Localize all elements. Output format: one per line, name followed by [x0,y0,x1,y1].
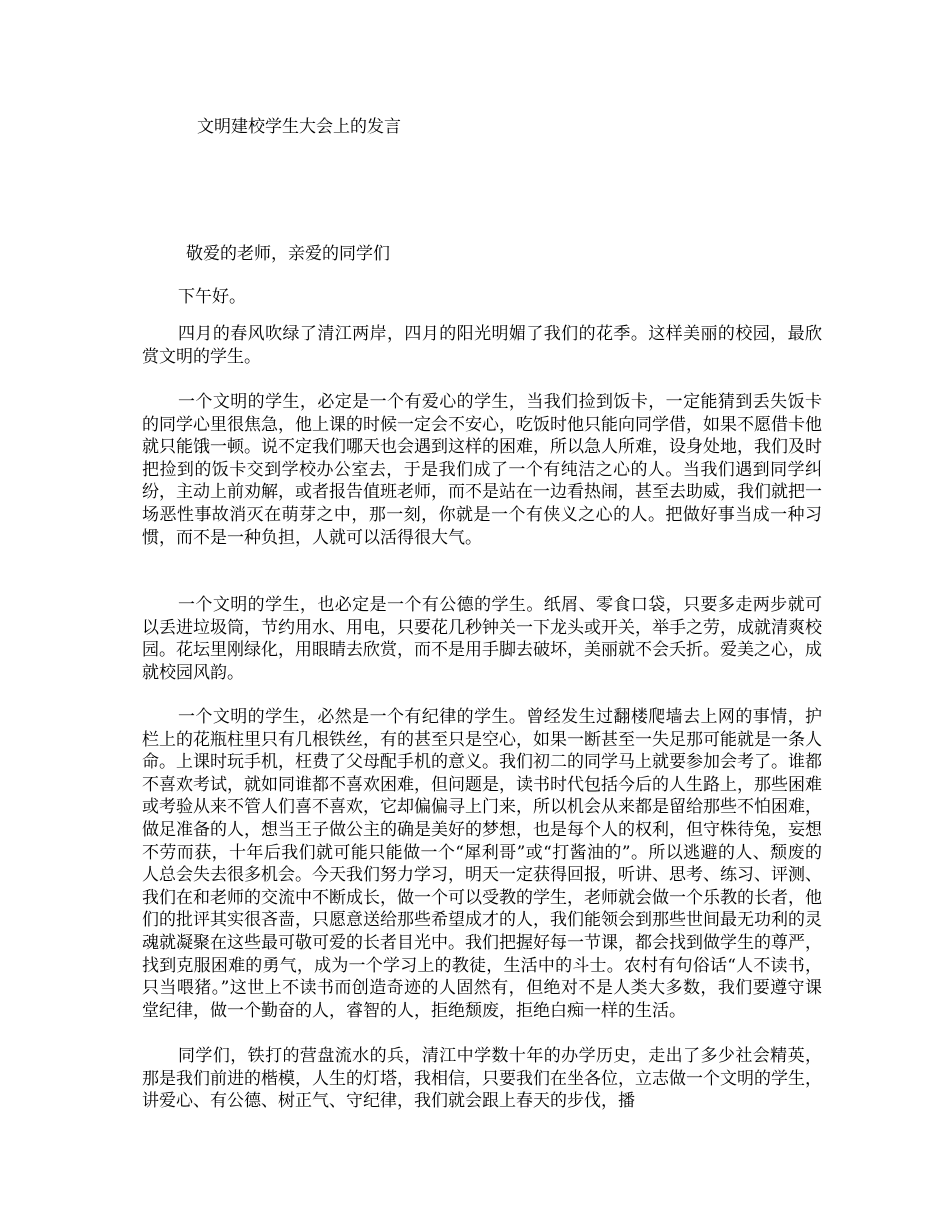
greeting: 下午好。 [178,287,246,307]
document-title: 文明建校学生大会上的发言 [197,117,401,137]
salutation: 敬爱的老师，亲爱的同学们 [186,244,390,264]
paragraph-public-morality: 一个文明的学生，也必定是一个有公德的学生。纸屑、零食口袋，只要多走两步就可以丢进垃圾筒，节约用水、用电，只要花几秒钟关一下龙头或开关，举手之劳，成就清爽校园。花坛里刚绿化，用眼睛去欣赏，而不是用手脚去破坏，美丽就不会夭折。爱美之心，成就校园风韵。 [142,595,822,683]
paragraph-caring-student: 一个文明的学生，必定是一个有爱心的学生，当我们捡到饭卡，一定能猜到丢失饭卡的同学心里很焦急，他上课的时候一定会不安心，吃饭时他只能向同学借，如果不愿借卡他就只能饿一顿。说不定我们哪天也会遇到这样的困难，所以急人所难，设身处地，我们及时把捡到的饭卡交到学校办公室去，于是我们成了一个有纯洁之心的人。当我们遇到同学纠纷，主动上前劝解，或者报告值班老师，而不是站在一边看热闹，甚至去助威，我们就把一场恶性事故消灭在萌芽之中，那一刻，你就是一个有侠义之心的人。把做好事当成一种习惯，而不是一种负担，人就可以活得很大气。 [142,392,822,548]
paragraph-closing: 同学们，铁打的营盘流水的兵，清江中学数十年的办学历史，走出了多少社会精英，那是我们前进的楷模，人生的灯塔，我相信，只要我们在坐各位，立志做一个文明的学生，讲爱心、有公德、树正气、守纪律，我们就会跟上春天的步伐，播 [142,1046,822,1112]
paragraph-spring-campus: 四月的春风吹绿了清江两岸，四月的阳光明媚了我们的花季。这样美丽的校园，最欣赏文明的学生。 [142,324,822,367]
paragraph-discipline: 一个文明的学生，必然是一个有纪律的学生。曾经发生过翻楼爬墙去上网的事情，护栏上的花瓶柱里只有几根铁丝，有的甚至只是空心，如果一断甚至一失足那可能就是一条人命。上课时玩手机，枉费了父母配手机的意义。我们初二的同学马上就要参加会考了。谁都不喜欢考试，就如同谁都不喜欢困难，但问题是，读书时代包括今后的人生路上，那些困难或考验从来不管人们喜不喜欢，它却偏偏寻上门来，所以机会从来都是留给那些不怕困难，做足准备的人，想当王子做公主的确是美好的梦想，也是每个人的权利，但守株待兔，妄想不劳而获，十年后我们就可能只能做一个“犀利哥”或“打酱油的”。所以逃避的人、颓废的人总会失去很多机会。今天我们努力学习，明天一定获得回报，听讲、思考、练习、评测、我们在和老师的交流中不断成长，做一个可以受教的学生，老师就会做一个乐教的长者，他们的批评其实很吝啬，只愿意送给那些希望成才的人，我们能领会到那些世间最无功利的灵魂就凝聚在这些最可敬可爱的长者目光中。我们把握好每一节课，都会找到做学生的尊严，找到克服困难的勇气，成为一个学习上的教徒，生活中的斗士。农村有句俗话“人不读书，只当喂猪。”这世上不读书而创造奇迹的人固然有，但绝对不是人类大多数，我们要遵守课堂纪律，做一个勤奋的人，睿智的人，拒绝颓废，拒绝白痴一样的生活。 [142,707,822,1021]
